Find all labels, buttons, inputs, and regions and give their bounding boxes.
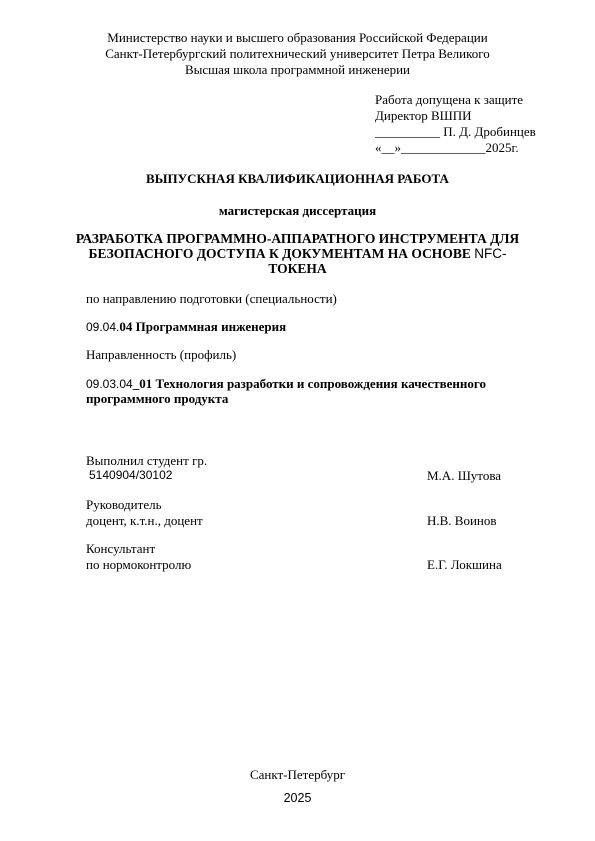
consultant-label: Консультант <box>86 541 156 556</box>
school-line: Высшая школа программной инженерии <box>185 62 410 77</box>
direction-code-prefix: 09.04. <box>86 320 120 334</box>
topic-line-3: ТОКЕНА <box>268 261 327 276</box>
approval-admitted: Работа допущена к защите <box>375 92 524 107</box>
topic-line-1: РАЗРАБОТКА ПРОГРАММНО-АППАРАТНОГО ИНСТРУМЕНТА ДЛЯ <box>75 231 520 246</box>
student-label: Выполнил студент гр. <box>86 453 208 468</box>
year: 2025 <box>283 791 312 805</box>
work-type-title: ВЫПУСКНАЯ КВАЛИФИКАЦИОННАЯ РАБОТА <box>146 171 449 186</box>
topic-line-2-text: БЕЗОПАСНОГО ДОСТУПА К ДОКУМЕНТАМ НА ОСНОВЕ <box>88 246 471 261</box>
consultant-role: по нормоконтролю <box>86 557 192 572</box>
ministry-line: Министерство науки и высшего образования Российской Федерации <box>107 30 488 45</box>
supervisor-name: Н.В. Воинов <box>427 513 497 528</box>
approval-signature: __________ П. Д. Дробинцев <box>375 124 536 139</box>
profile-code <box>86 376 486 392</box>
student-group: 5140904/30102 <box>89 468 173 482</box>
direction-label: по направлению подготовки (специальности) <box>86 291 337 306</box>
consultant-name: Е.Г. Локшина <box>427 557 502 572</box>
supervisor-label: Руководитель <box>86 497 162 512</box>
topic-line-2 <box>0 246 595 261</box>
approval-date: «__»_____________2025г. <box>375 140 519 155</box>
profile-code-line-2: программного продукта <box>86 391 229 406</box>
work-subtype: магистерская диссертация <box>218 203 377 218</box>
topic-nfc: NFC- <box>474 246 507 261</box>
profile-code-name: _01 Технология разработки и сопровождения качественного <box>132 376 486 391</box>
city: Санкт-Петербург <box>249 767 346 782</box>
profile-label: Направленность (профиль) <box>86 347 237 362</box>
approval-director: Директор ВШПИ <box>375 108 472 123</box>
supervisor-title: доцент, к.т.н., доцент <box>86 513 203 528</box>
student-name: М.А. Шутова <box>427 468 502 483</box>
direction-code <box>86 319 286 335</box>
university-line: Санкт-Петербургский политехнический университет Петра Великого <box>105 46 490 61</box>
direction-code-name: 04 Программная инженерия <box>119 319 287 334</box>
profile-code-prefix: 09.03.04 <box>86 377 133 391</box>
